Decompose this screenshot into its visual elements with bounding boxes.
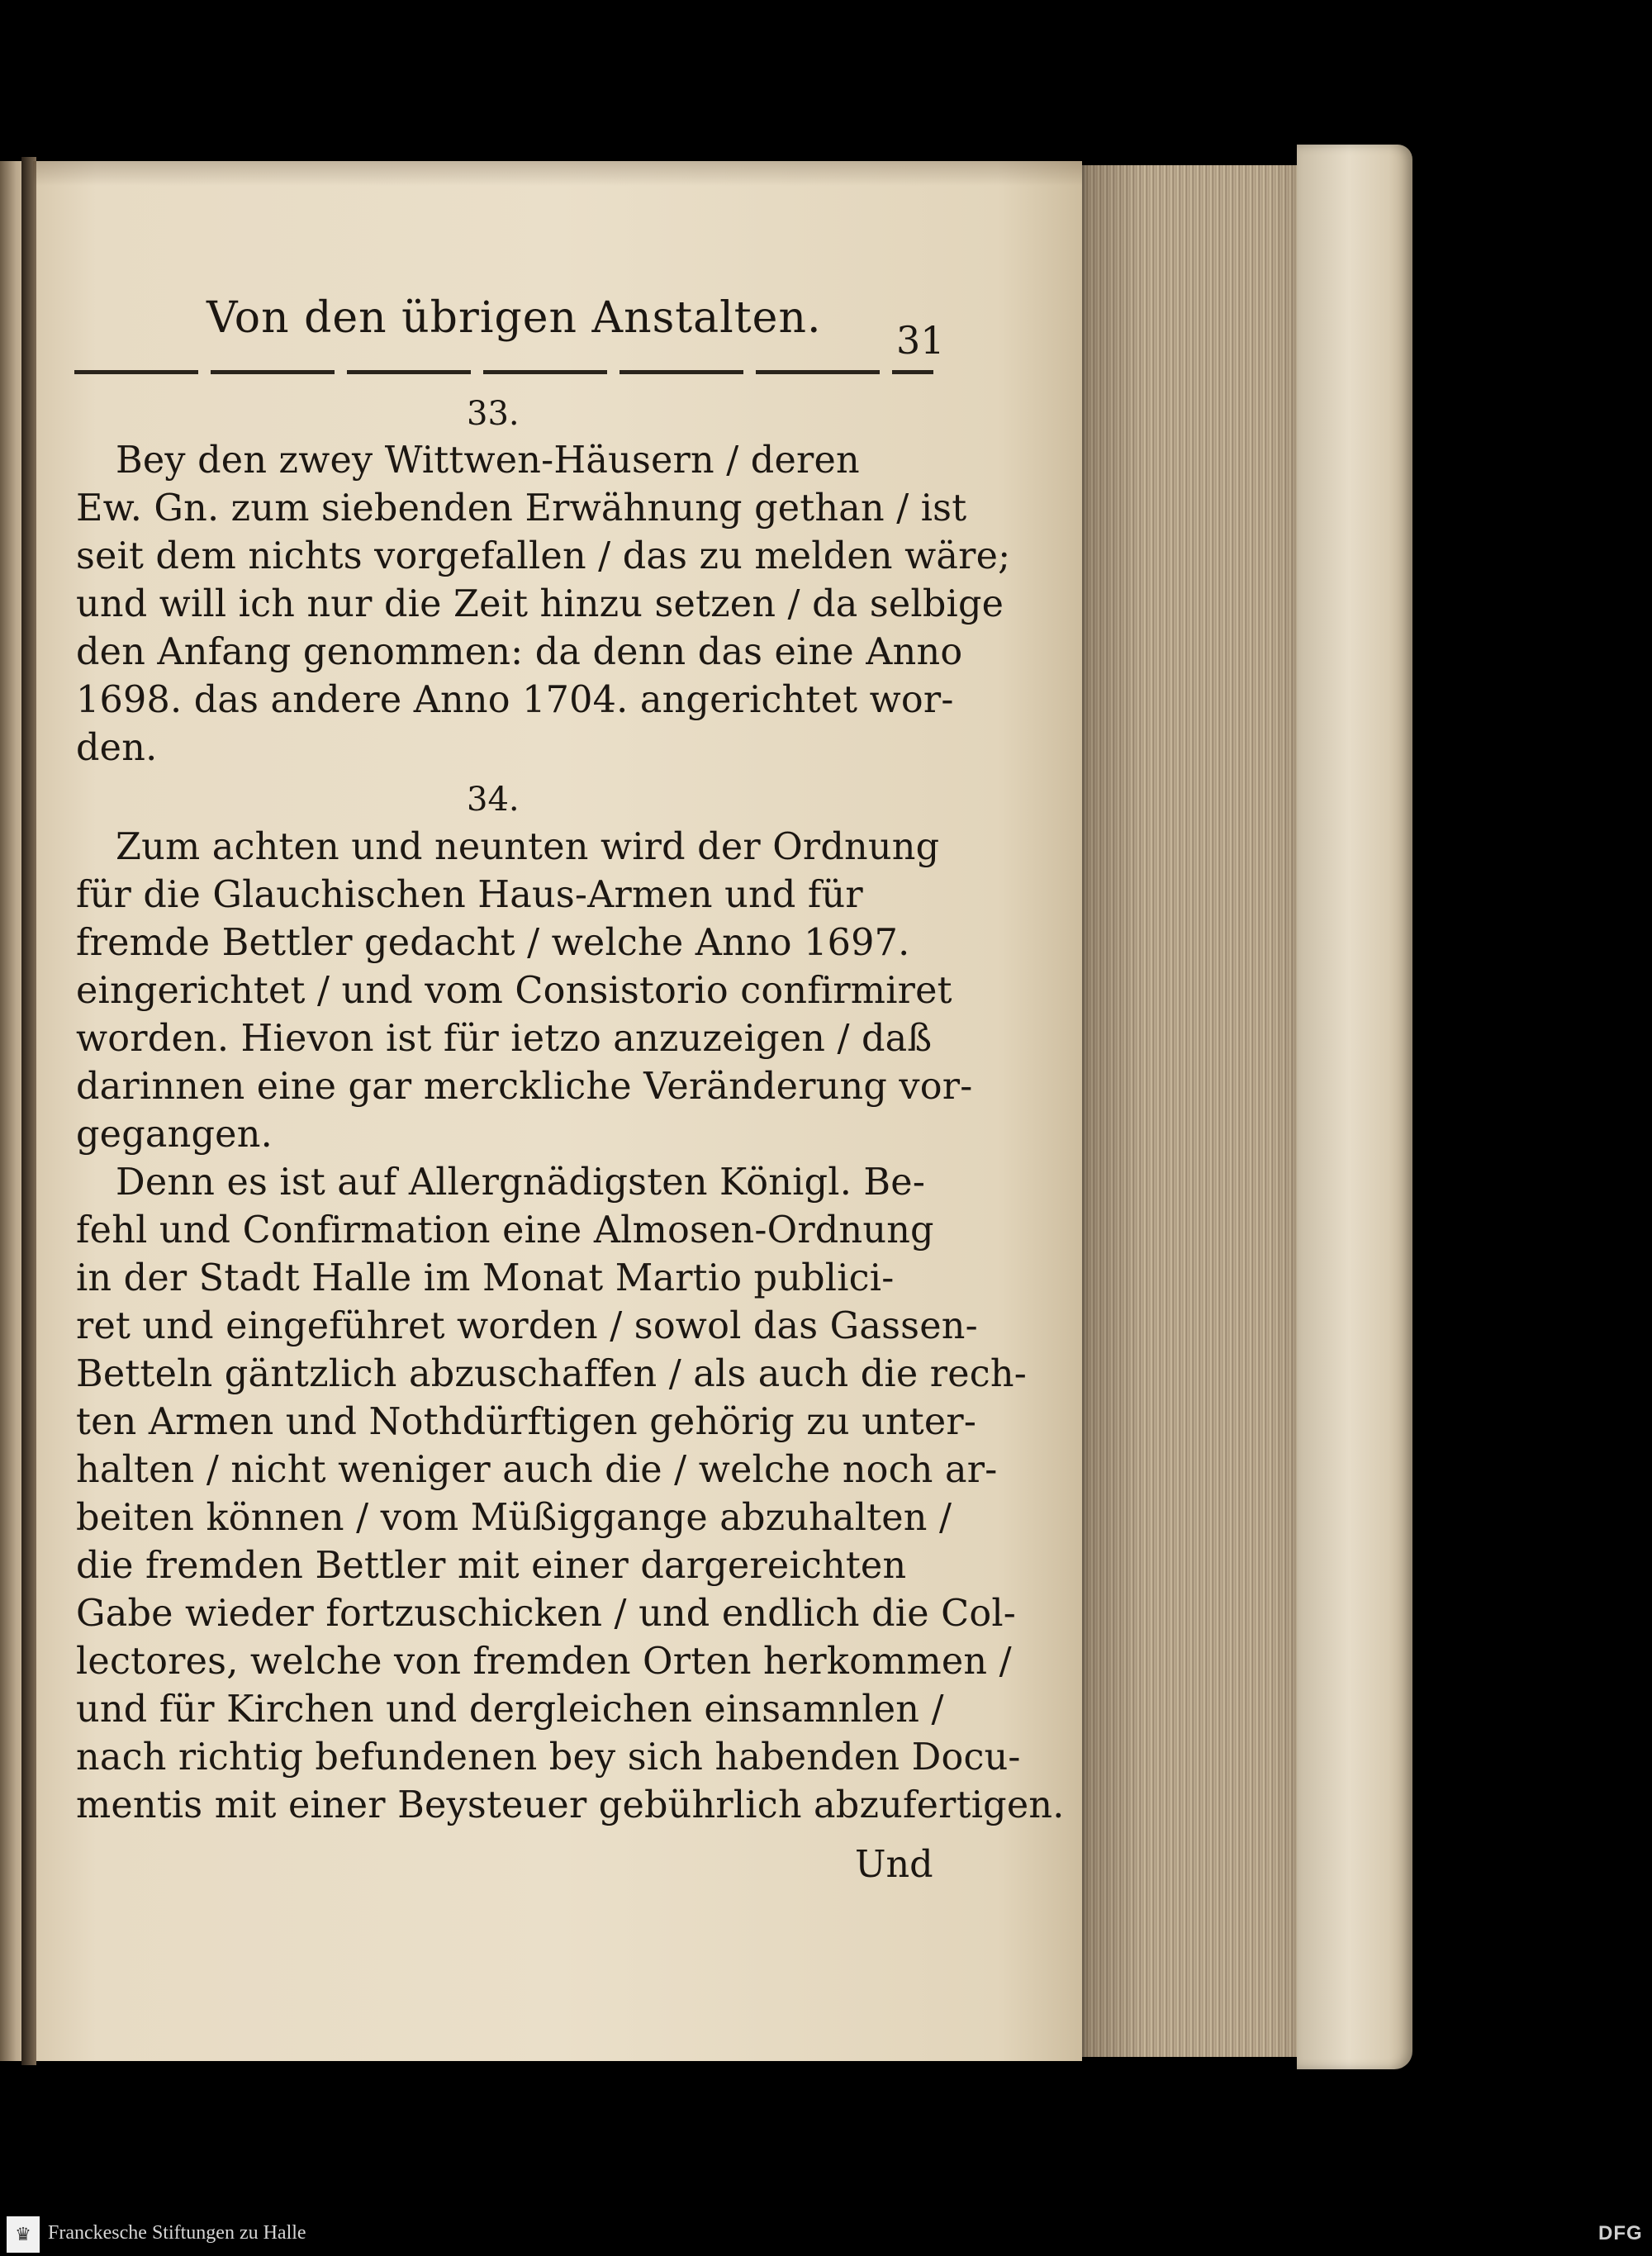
text-line: in der Stadt Halle im Monat Martio publici- [76,1257,895,1299]
text-line: Zum achten und neunten wird der Ordnung [116,826,940,868]
text-line: und will ich nur die Zeit hinzu setzen / da selbige [76,583,1004,625]
book-gutter [21,157,36,2065]
text-line: fehl und Confirmation eine Almosen-Ordnung [76,1209,934,1251]
section-number: 34. [467,781,520,819]
text-line: nach richtig befundenen bey sich habenden Docu- [76,1736,1021,1779]
foundation-emblem-icon: ♛ [7,2216,40,2253]
text-line: ret und eingeführet worden / sowol das Gassen- [76,1305,978,1347]
text-line: worden. Hievon ist für ietzo anzuzeigen / daß [76,1018,933,1060]
text-line: ten Armen und Nothdürftigen gehörig zu unter- [76,1401,977,1443]
text-line: Gabe wieder fortzuschicken / und endlich die Col- [76,1593,1017,1635]
catchword: Und [855,1844,933,1886]
text-line: Ew. Gn. zum siebenden Erwähnung gethan / ist [76,487,967,530]
section-number: 33. [467,395,520,433]
text-line: gegangen. [76,1114,273,1156]
text-line: fremde Bettler gedacht / welche Anno 1697. [76,922,910,964]
text-line: beiten können / vom Müßiggange abzuhalten / [76,1497,952,1539]
page-number: 31 [896,318,945,363]
text-line: eingerichtet / und vom Consistorio confirmiret [76,970,952,1012]
text-line: 1698. das andere Anno 1704. angerichtet wor- [76,679,954,721]
text-line: den Anfang genommen: da denn das eine Anno [76,631,963,673]
text-line: den. [76,727,158,769]
book-cover [1297,145,1412,2069]
text-line: mentis mit einer Beysteuer gebührlich abzufertigen. [76,1784,1065,1826]
text-line: seit dem nichts vorgefallen / das zu melden wäre; [76,535,1011,577]
running-head: Von den übrigen Anstalten. [206,293,822,343]
text-line: für die Glauchischen Haus-Armen und für [76,874,863,916]
text-line: halten / nicht weniger auch die / welche noch ar- [76,1449,998,1491]
text-line: darinnen eine gar merckliche Veränderung vor- [76,1066,973,1108]
institution-label: Franckesche Stiftungen zu Halle [48,2222,306,2244]
text-line: lectores, welche von fremden Orten herkommen / [76,1641,1012,1683]
text-line: Bey den zwey Wittwen-Häusern / deren [116,439,860,482]
text-line: Denn es ist auf Allergnädigsten Königl. Be- [116,1161,926,1204]
text-line: Betteln gäntzlich abzuschaffen / als auch die rech- [76,1353,1027,1395]
text-line: und für Kirchen und dergleichen einsamnlen / [76,1688,944,1731]
text-line: die fremden Bettler mit einer dargereichten [76,1545,907,1587]
dfg-logo: DFG [1598,2222,1643,2244]
header-rule [74,370,933,374]
